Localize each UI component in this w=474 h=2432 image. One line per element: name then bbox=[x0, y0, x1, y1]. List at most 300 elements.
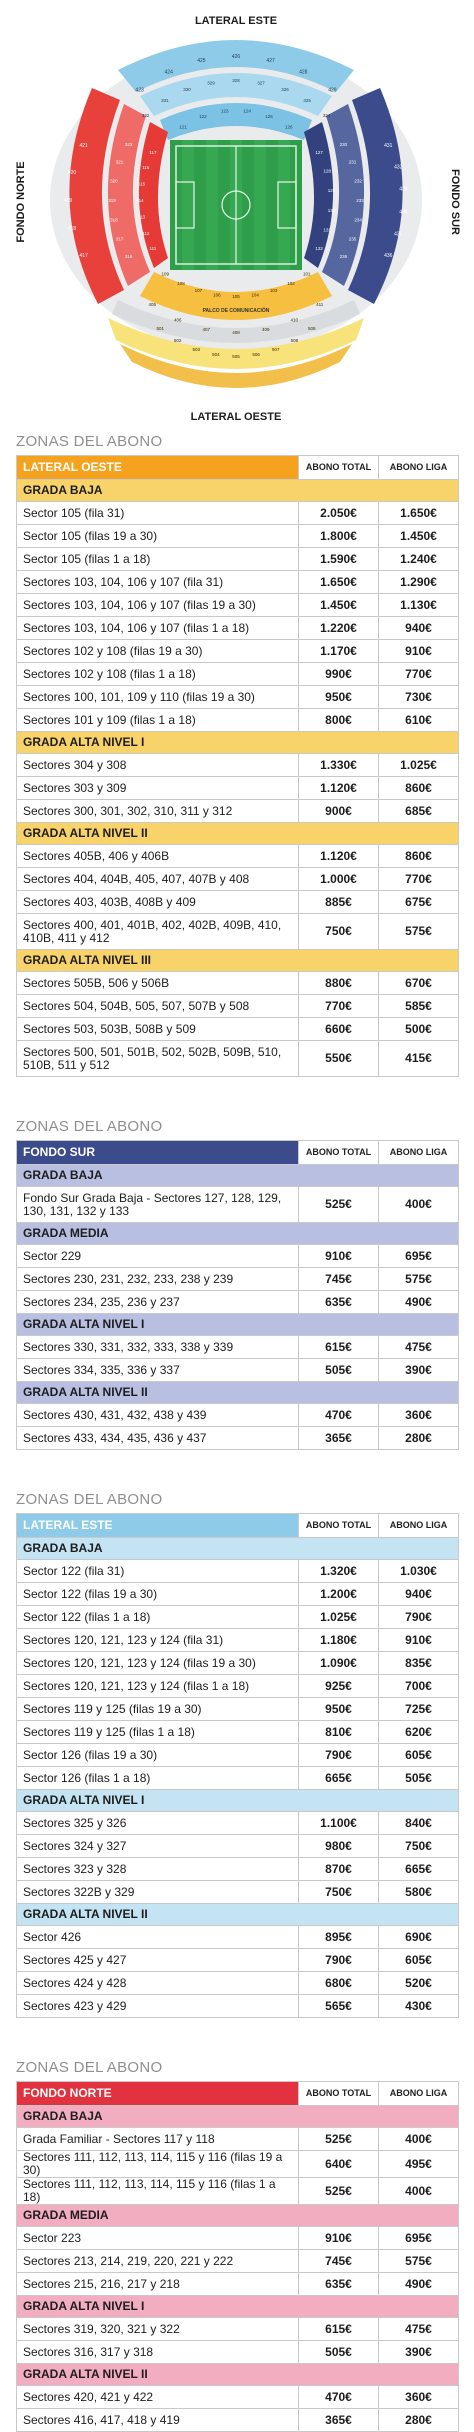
sector-label: Sectores 304 y 308 bbox=[17, 754, 299, 777]
sector-label: Sectores 303 y 309 bbox=[17, 777, 299, 800]
table-row bbox=[17, 2318, 459, 2341]
block-number-oeste_upper: 506 bbox=[252, 352, 260, 358]
price-total: 895€ bbox=[299, 1926, 379, 1949]
sector-label: Sector 105 (fila 31) bbox=[17, 502, 299, 525]
price-total: 1.120€ bbox=[299, 845, 379, 868]
price-liga: 505€ bbox=[379, 1767, 459, 1790]
price-total: 885€ bbox=[299, 891, 379, 914]
price-total: 505€ bbox=[299, 1359, 379, 1382]
price-total: 750€ bbox=[299, 914, 379, 950]
price-liga: 580€ bbox=[379, 1881, 459, 1904]
group-header-row bbox=[17, 2106, 459, 2128]
block-number-este_upper: 326 bbox=[281, 87, 289, 93]
block-number-este_outer: 427 bbox=[266, 57, 275, 64]
block-number-oeste_lower: 105 bbox=[232, 294, 240, 299]
price-total: 990€ bbox=[299, 663, 379, 686]
sector-label: Sector 126 (filas 19 a 30) bbox=[17, 1744, 299, 1767]
sector-label: Sectores 324 y 327 bbox=[17, 1835, 299, 1858]
sector-label: Sectores 325 y 326 bbox=[17, 1812, 299, 1835]
table-row bbox=[17, 891, 459, 914]
price-liga: 670€ bbox=[379, 972, 459, 995]
block-number-oeste_upper: 505 bbox=[232, 354, 240, 359]
price-total: 800€ bbox=[299, 709, 379, 732]
table-row bbox=[17, 1336, 459, 1359]
table-row bbox=[17, 868, 459, 891]
zone-title: ZONAS DEL ABONO bbox=[16, 1118, 163, 1135]
price-total: 1.650€ bbox=[299, 571, 379, 594]
price-liga: 575€ bbox=[379, 2250, 459, 2273]
zone-header: FONDO SUR bbox=[17, 1141, 299, 1165]
block-number-este_upper: 331 bbox=[161, 98, 169, 104]
sector-label: Sectores 322B y 329 bbox=[17, 1881, 299, 1904]
block-number-este_lower: 123 bbox=[221, 108, 229, 114]
group-title: GRADA BAJA bbox=[17, 480, 459, 502]
table-row bbox=[17, 571, 459, 594]
zone-header: LATERAL ESTE bbox=[17, 1514, 299, 1538]
price-liga: 475€ bbox=[379, 1336, 459, 1359]
price-total: 750€ bbox=[299, 1881, 379, 1904]
table-row bbox=[17, 2273, 459, 2296]
group-title: GRADA ALTA NIVEL I bbox=[17, 1314, 459, 1336]
table-row bbox=[17, 1359, 459, 1382]
price-liga: 1.030€ bbox=[379, 1560, 459, 1583]
price-liga: 620€ bbox=[379, 1721, 459, 1744]
block-number-oeste_upper: 504 bbox=[212, 352, 220, 358]
price-liga: 940€ bbox=[379, 1583, 459, 1606]
section-gap bbox=[0, 1077, 474, 1117]
block-number-norte_outer: 421 bbox=[79, 143, 88, 150]
table-row bbox=[17, 1698, 459, 1721]
col-header-liga: ABONO LIGA bbox=[379, 2082, 459, 2106]
price-liga: 1.450€ bbox=[379, 525, 459, 548]
price-liga: 280€ bbox=[379, 1427, 459, 1450]
price-liga: 1.025€ bbox=[379, 754, 459, 777]
block-number-norte_lower: 115 bbox=[137, 181, 146, 187]
sector-label: Sectores 102 y 108 (filas 1 a 18) bbox=[17, 663, 299, 686]
price-liga: 1.130€ bbox=[379, 594, 459, 617]
block-number-este_outer: 429 bbox=[328, 87, 337, 94]
block-number-oeste_upper: 501 bbox=[156, 325, 165, 331]
sector-label: Sectores 119 y 125 (filas 1 a 18) bbox=[17, 1721, 299, 1744]
price-total: 615€ bbox=[299, 1336, 379, 1359]
block-number-oeste_lower: 106 bbox=[213, 292, 221, 298]
price-liga: 790€ bbox=[379, 1606, 459, 1629]
block-number-este_outer: 428 bbox=[299, 69, 308, 76]
price-total: 1.450€ bbox=[299, 594, 379, 617]
price-liga: 690€ bbox=[379, 1926, 459, 1949]
price-liga: 475€ bbox=[379, 2318, 459, 2341]
block-number-oeste_lower: 102 bbox=[287, 281, 295, 287]
block-number-sur_outer: 436 bbox=[384, 252, 393, 259]
group-header-row bbox=[17, 1904, 459, 1926]
block-number-sur_lower: 130 bbox=[327, 208, 336, 213]
price-total: 790€ bbox=[299, 1744, 379, 1767]
price-total: 680€ bbox=[299, 1972, 379, 1995]
price-liga: 575€ bbox=[379, 914, 459, 950]
price-total: 1.800€ bbox=[299, 525, 379, 548]
table-row bbox=[17, 1926, 459, 1949]
block-number-oeste_lower: 103 bbox=[269, 288, 278, 294]
block-number-este_lower: 124 bbox=[243, 108, 251, 114]
price-liga: 360€ bbox=[379, 1404, 459, 1427]
sector-label: Sectores 330, 331, 332, 333, 338 y 339 bbox=[17, 1336, 299, 1359]
label-lateral-este: LATERAL ESTE bbox=[194, 15, 278, 27]
table-row bbox=[17, 2341, 459, 2364]
block-number-norte_mid: 316 bbox=[124, 254, 133, 259]
price-liga: 520€ bbox=[379, 1972, 459, 1995]
table-row bbox=[17, 1606, 459, 1629]
block-number-norte_mid: 321 bbox=[115, 159, 124, 165]
price-liga: 415€ bbox=[379, 1041, 459, 1077]
price-liga: 665€ bbox=[379, 1858, 459, 1881]
sector-label: Sector 426 bbox=[17, 1926, 299, 1949]
pitch-stripe bbox=[254, 140, 266, 270]
table-row bbox=[17, 1881, 459, 1904]
price-total: 925€ bbox=[299, 1675, 379, 1698]
block-number-este_upper: 325 bbox=[303, 98, 311, 104]
group-title: GRADA BAJA bbox=[17, 1538, 459, 1560]
block-number-este_upper: 329 bbox=[207, 80, 215, 86]
sector-label: Sectores 120, 121, 123 y 124 (fila 31) bbox=[17, 1629, 299, 1652]
sector-label: Sectores 111, 112, 113, 114, 115 y 116 (filas 1 a 18) bbox=[17, 2178, 299, 2205]
table-row bbox=[17, 972, 459, 995]
sector-label: Sectores 213, 214, 219, 220, 221 y 222 bbox=[17, 2250, 299, 2273]
block-number-oeste_mid: 405 bbox=[148, 302, 157, 307]
block-number-sur_mid: 235 bbox=[348, 236, 357, 242]
price-total: 870€ bbox=[299, 1858, 379, 1881]
table-row bbox=[17, 1427, 459, 1450]
price-table-lateral-este bbox=[16, 1513, 459, 2018]
price-liga: 605€ bbox=[379, 1744, 459, 1767]
pitch-stripe bbox=[206, 140, 218, 270]
pitch-stripe bbox=[278, 140, 290, 270]
block-number-sur_outer: 435 bbox=[394, 231, 403, 238]
sector-label: Sectores 505B, 506 y 506B bbox=[17, 972, 299, 995]
table-row bbox=[17, 502, 459, 525]
price-table-lateral-oeste bbox=[16, 455, 459, 1077]
price-liga: 610€ bbox=[379, 709, 459, 732]
col-header-liga: ABONO LIGA bbox=[379, 1514, 459, 1538]
block-number-este_upper: 327 bbox=[257, 80, 265, 86]
price-total: 1.320€ bbox=[299, 1560, 379, 1583]
price-liga: 685€ bbox=[379, 800, 459, 823]
price-total: 980€ bbox=[299, 1835, 379, 1858]
sector-label: Sectores 103, 104, 106 y 107 (fila 31) bbox=[17, 571, 299, 594]
col-header-total: ABONO TOTAL bbox=[299, 2082, 379, 2106]
block-number-este_lower: 126 bbox=[285, 124, 293, 130]
table-row bbox=[17, 1404, 459, 1427]
table-row bbox=[17, 2227, 459, 2250]
label-lateral-oeste: LATERAL OESTE bbox=[190, 411, 282, 423]
price-liga: 695€ bbox=[379, 1245, 459, 1268]
table-header-row bbox=[17, 1141, 459, 1165]
block-number-norte_mid: 317 bbox=[115, 236, 124, 242]
price-liga: 390€ bbox=[379, 2341, 459, 2364]
zone-section-fondo-sur bbox=[0, 1117, 474, 1450]
table-row bbox=[17, 525, 459, 548]
stadium-map-svg bbox=[0, 0, 474, 432]
price-total: 1.100€ bbox=[299, 1812, 379, 1835]
block-number-oeste_lower: 107 bbox=[194, 288, 203, 294]
price-liga: 360€ bbox=[379, 2386, 459, 2409]
table-row bbox=[17, 845, 459, 868]
block-number-sur_outer: 431 bbox=[384, 143, 393, 150]
table-row bbox=[17, 640, 459, 663]
block-number-este_outer: 426 bbox=[231, 54, 241, 60]
sector-label: Fondo Sur Grada Baja - Sectores 127, 128, 129, 130, 131, 132 y 133 bbox=[17, 1187, 299, 1223]
price-total: 1.590€ bbox=[299, 548, 379, 571]
table-row bbox=[17, 1187, 459, 1223]
block-number-norte_lower: 112 bbox=[142, 230, 150, 236]
block-number-oeste_mid: 409 bbox=[262, 326, 270, 332]
pitch-stripe bbox=[182, 140, 194, 270]
table-row bbox=[17, 1629, 459, 1652]
sector-label: Sector 126 (filas 1 a 18) bbox=[17, 1767, 299, 1790]
price-liga: 695€ bbox=[379, 2227, 459, 2250]
price-liga: 495€ bbox=[379, 2151, 459, 2178]
group-header-row bbox=[17, 1382, 459, 1404]
group-title: GRADA ALTA NIVEL I bbox=[17, 732, 459, 754]
block-number-sur_mid: 234 bbox=[354, 217, 362, 223]
block-number-norte_lower: 113 bbox=[137, 214, 146, 220]
block-number-oeste_lower: 104 bbox=[251, 292, 259, 298]
price-total: 615€ bbox=[299, 2318, 379, 2341]
price-total: 1.120€ bbox=[299, 777, 379, 800]
block-number-sur_mid: 233 bbox=[356, 198, 364, 203]
block-number-oeste_mid: 407 bbox=[202, 326, 210, 332]
price-liga: 700€ bbox=[379, 1675, 459, 1698]
zone-header: LATERAL OESTE bbox=[17, 456, 299, 480]
section-gap bbox=[0, 2018, 474, 2058]
sector-label: Sectores 120, 121, 123 y 124 (filas 19 a 30) bbox=[17, 1652, 299, 1675]
price-total: 660€ bbox=[299, 1018, 379, 1041]
block-number-oeste_mid: 410 bbox=[290, 317, 298, 323]
col-header-total: ABONO TOTAL bbox=[299, 1141, 379, 1165]
table-row bbox=[17, 617, 459, 640]
block-number-este_upper: 330 bbox=[183, 87, 191, 93]
block-number-sur_lower: 132 bbox=[315, 246, 323, 251]
table-row bbox=[17, 594, 459, 617]
price-liga: 675€ bbox=[379, 891, 459, 914]
table-row bbox=[17, 754, 459, 777]
sector-label: Sectores 416, 417, 418 y 419 bbox=[17, 2409, 299, 2432]
group-title: GRADA ALTA NIVEL II bbox=[17, 1382, 459, 1404]
sector-label: Sectores 323 y 328 bbox=[17, 1858, 299, 1881]
block-number-oeste_mid: 408 bbox=[232, 330, 240, 335]
table-row bbox=[17, 1245, 459, 1268]
sector-label: Sectores 316, 317 y 318 bbox=[17, 2341, 299, 2364]
table-row bbox=[17, 1949, 459, 1972]
group-header-row bbox=[17, 1538, 459, 1560]
sector-label: Sectores 103, 104, 106 y 107 (filas 1 a 18) bbox=[17, 617, 299, 640]
price-total: 950€ bbox=[299, 686, 379, 709]
block-number-sur_outer: 433 bbox=[399, 186, 408, 193]
zone-title: ZONAS DEL ABONO bbox=[16, 1491, 163, 1508]
table-row bbox=[17, 1835, 459, 1858]
group-header-row bbox=[17, 2205, 459, 2227]
price-total: 525€ bbox=[299, 1187, 379, 1223]
price-total: 880€ bbox=[299, 972, 379, 995]
block-number-norte_lower: 111 bbox=[149, 246, 157, 251]
group-header-row bbox=[17, 1165, 459, 1187]
price-liga: 725€ bbox=[379, 1698, 459, 1721]
price-liga: 910€ bbox=[379, 1629, 459, 1652]
price-total: 910€ bbox=[299, 1245, 379, 1268]
price-total: 365€ bbox=[299, 2409, 379, 2432]
col-header-total: ABONO TOTAL bbox=[299, 456, 379, 480]
price-total: 745€ bbox=[299, 1268, 379, 1291]
col-header-total: ABONO TOTAL bbox=[299, 1514, 379, 1538]
block-number-norte_mid: 319 bbox=[108, 198, 116, 203]
block-number-este_outer: 425 bbox=[197, 57, 206, 64]
price-total: 505€ bbox=[299, 2341, 379, 2364]
table-row bbox=[17, 2178, 459, 2205]
block-number-sur_outer: 434 bbox=[399, 209, 408, 216]
block-number-oeste_lower: 109 bbox=[161, 271, 170, 277]
price-total: 900€ bbox=[299, 800, 379, 823]
col-header-liga: ABONO LIGA bbox=[379, 456, 459, 480]
table-row bbox=[17, 2386, 459, 2409]
group-header-row bbox=[17, 1314, 459, 1336]
block-number-sur_mid: 232 bbox=[354, 178, 362, 184]
price-liga: 910€ bbox=[379, 640, 459, 663]
price-liga: 500€ bbox=[379, 1018, 459, 1041]
sector-label: Sector 229 bbox=[17, 1245, 299, 1268]
table-row bbox=[17, 2128, 459, 2151]
zone-title: ZONAS DEL ABONO bbox=[16, 433, 163, 450]
block-number-norte_lower: 117 bbox=[149, 150, 157, 155]
block-number-este_outer: 424 bbox=[164, 69, 173, 76]
price-total: 1.200€ bbox=[299, 1583, 379, 1606]
price-liga: 835€ bbox=[379, 1652, 459, 1675]
table-header-row bbox=[17, 1514, 459, 1538]
table-row bbox=[17, 2250, 459, 2273]
block-number-sur_lower: 131 bbox=[323, 227, 332, 233]
group-title: GRADA ALTA NIVEL I bbox=[17, 2296, 459, 2318]
price-liga: 490€ bbox=[379, 1291, 459, 1314]
price-total: 550€ bbox=[299, 1041, 379, 1077]
table-row bbox=[17, 800, 459, 823]
sector-label: Sectores 420, 421 y 422 bbox=[17, 2386, 299, 2409]
group-header-row bbox=[17, 732, 459, 754]
block-number-sur_outer: 432 bbox=[394, 164, 403, 171]
price-total: 565€ bbox=[299, 1995, 379, 2018]
price-total: 665€ bbox=[299, 1767, 379, 1790]
table-row bbox=[17, 1675, 459, 1698]
table-row bbox=[17, 1560, 459, 1583]
sector-label: Sector 122 (fila 31) bbox=[17, 1560, 299, 1583]
zone-section-lateral-oeste bbox=[0, 432, 474, 1077]
group-header-row bbox=[17, 950, 459, 972]
price-total: 810€ bbox=[299, 1721, 379, 1744]
price-total: 1.000€ bbox=[299, 868, 379, 891]
price-liga: 1.290€ bbox=[379, 571, 459, 594]
sector-label: Sectores 500, 501, 501B, 502, 502B, 509B, 510, 510B, 511 y 512 bbox=[17, 1041, 299, 1077]
price-liga: 400€ bbox=[379, 2178, 459, 2205]
sector-label: Sector 122 (filas 1 a 18) bbox=[17, 1606, 299, 1629]
table-row bbox=[17, 777, 459, 800]
price-total: 1.180€ bbox=[299, 1629, 379, 1652]
block-number-sur_mid: 236 bbox=[339, 254, 348, 259]
sector-label: Sectores 120, 121, 123 y 124 (filas 1 a 18) bbox=[17, 1675, 299, 1698]
block-number-norte_outer: 419 bbox=[63, 198, 73, 204]
block-number-oeste_upper: 507 bbox=[271, 346, 280, 352]
table-row bbox=[17, 663, 459, 686]
price-liga: 400€ bbox=[379, 2128, 459, 2151]
sector-label: Sectores 111, 112, 113, 114, 115 y 116 (filas 19 a 30) bbox=[17, 2151, 299, 2178]
block-number-oeste_upper: 508 bbox=[290, 337, 299, 343]
sector-label: Sectores 119 y 125 (filas 19 a 30) bbox=[17, 1698, 299, 1721]
block-number-sur_mid: 230 bbox=[339, 142, 348, 147]
sector-label: Sector 105 (filas 19 a 30) bbox=[17, 525, 299, 548]
sector-label: Sectores 100, 101, 109 y 110 (filas 19 a 30) bbox=[17, 686, 299, 709]
group-header-row bbox=[17, 2296, 459, 2318]
sector-label: Sectores 215, 216, 217 y 218 bbox=[17, 2273, 299, 2296]
zone-title: ZONAS DEL ABONO bbox=[16, 2059, 163, 2076]
block-number-este_upper: 332 bbox=[141, 113, 150, 119]
block-number-norte_lower: 116 bbox=[142, 165, 150, 171]
sector-label: Sectores 103, 104, 106 y 107 (filas 19 a 30) bbox=[17, 594, 299, 617]
sector-label: Sectores 101 y 109 (filas 1 a 18) bbox=[17, 709, 299, 732]
group-title: GRADA MEDIA bbox=[17, 2205, 459, 2227]
sector-label: Grada Familiar - Sectores 117 y 118 bbox=[17, 2128, 299, 2151]
stadium-map bbox=[0, 0, 474, 432]
price-liga: 585€ bbox=[379, 995, 459, 1018]
price-total: 635€ bbox=[299, 2273, 379, 2296]
price-total: 2.050€ bbox=[299, 502, 379, 525]
group-title: GRADA BAJA bbox=[17, 1165, 459, 1187]
table-row bbox=[17, 1583, 459, 1606]
zone-section-lateral-este bbox=[0, 1490, 474, 2018]
block-number-norte_mid: 320 bbox=[110, 178, 118, 184]
table-row bbox=[17, 1652, 459, 1675]
price-liga: 940€ bbox=[379, 617, 459, 640]
price-total: 770€ bbox=[299, 995, 379, 1018]
group-title: GRADA ALTA NIVEL II bbox=[17, 823, 459, 845]
table-row bbox=[17, 2151, 459, 2178]
group-header-row bbox=[17, 2364, 459, 2386]
block-number-norte_outer: 420 bbox=[67, 169, 77, 176]
block-number-sur_lower: 128 bbox=[323, 168, 332, 174]
price-total: 525€ bbox=[299, 2178, 379, 2205]
price-total: 745€ bbox=[299, 2250, 379, 2273]
zone-section-fondo-norte bbox=[0, 2058, 474, 2432]
table-row bbox=[17, 1767, 459, 1790]
table-row bbox=[17, 995, 459, 1018]
group-title: GRADA BAJA bbox=[17, 2106, 459, 2128]
sector-label: Sectores 403, 403B, 408B y 409 bbox=[17, 891, 299, 914]
price-liga: 840€ bbox=[379, 1812, 459, 1835]
sector-label: Sectores 319, 320, 321 y 322 bbox=[17, 2318, 299, 2341]
price-liga: 280€ bbox=[379, 2409, 459, 2432]
price-liga: 860€ bbox=[379, 777, 459, 800]
block-number-este_lower: 121 bbox=[179, 124, 187, 130]
block-number-este_lower: 125 bbox=[265, 114, 273, 119]
price-total: 1.330€ bbox=[299, 754, 379, 777]
table-row bbox=[17, 1268, 459, 1291]
price-liga: 400€ bbox=[379, 1187, 459, 1223]
col-header-liga: ABONO LIGA bbox=[379, 1141, 459, 1165]
sector-label: Sectores 423 y 429 bbox=[17, 1995, 299, 2018]
zone-header: FONDO NORTE bbox=[17, 2082, 299, 2106]
price-liga: 1.240€ bbox=[379, 548, 459, 571]
section-gap bbox=[0, 1450, 474, 1490]
table-row bbox=[17, 1018, 459, 1041]
table-row bbox=[17, 1721, 459, 1744]
block-number-oeste_upper: 502 bbox=[173, 337, 182, 343]
block-number-sur_lower: 127 bbox=[315, 150, 323, 155]
label-fondo-norte: FONDO NORTE bbox=[15, 161, 27, 243]
